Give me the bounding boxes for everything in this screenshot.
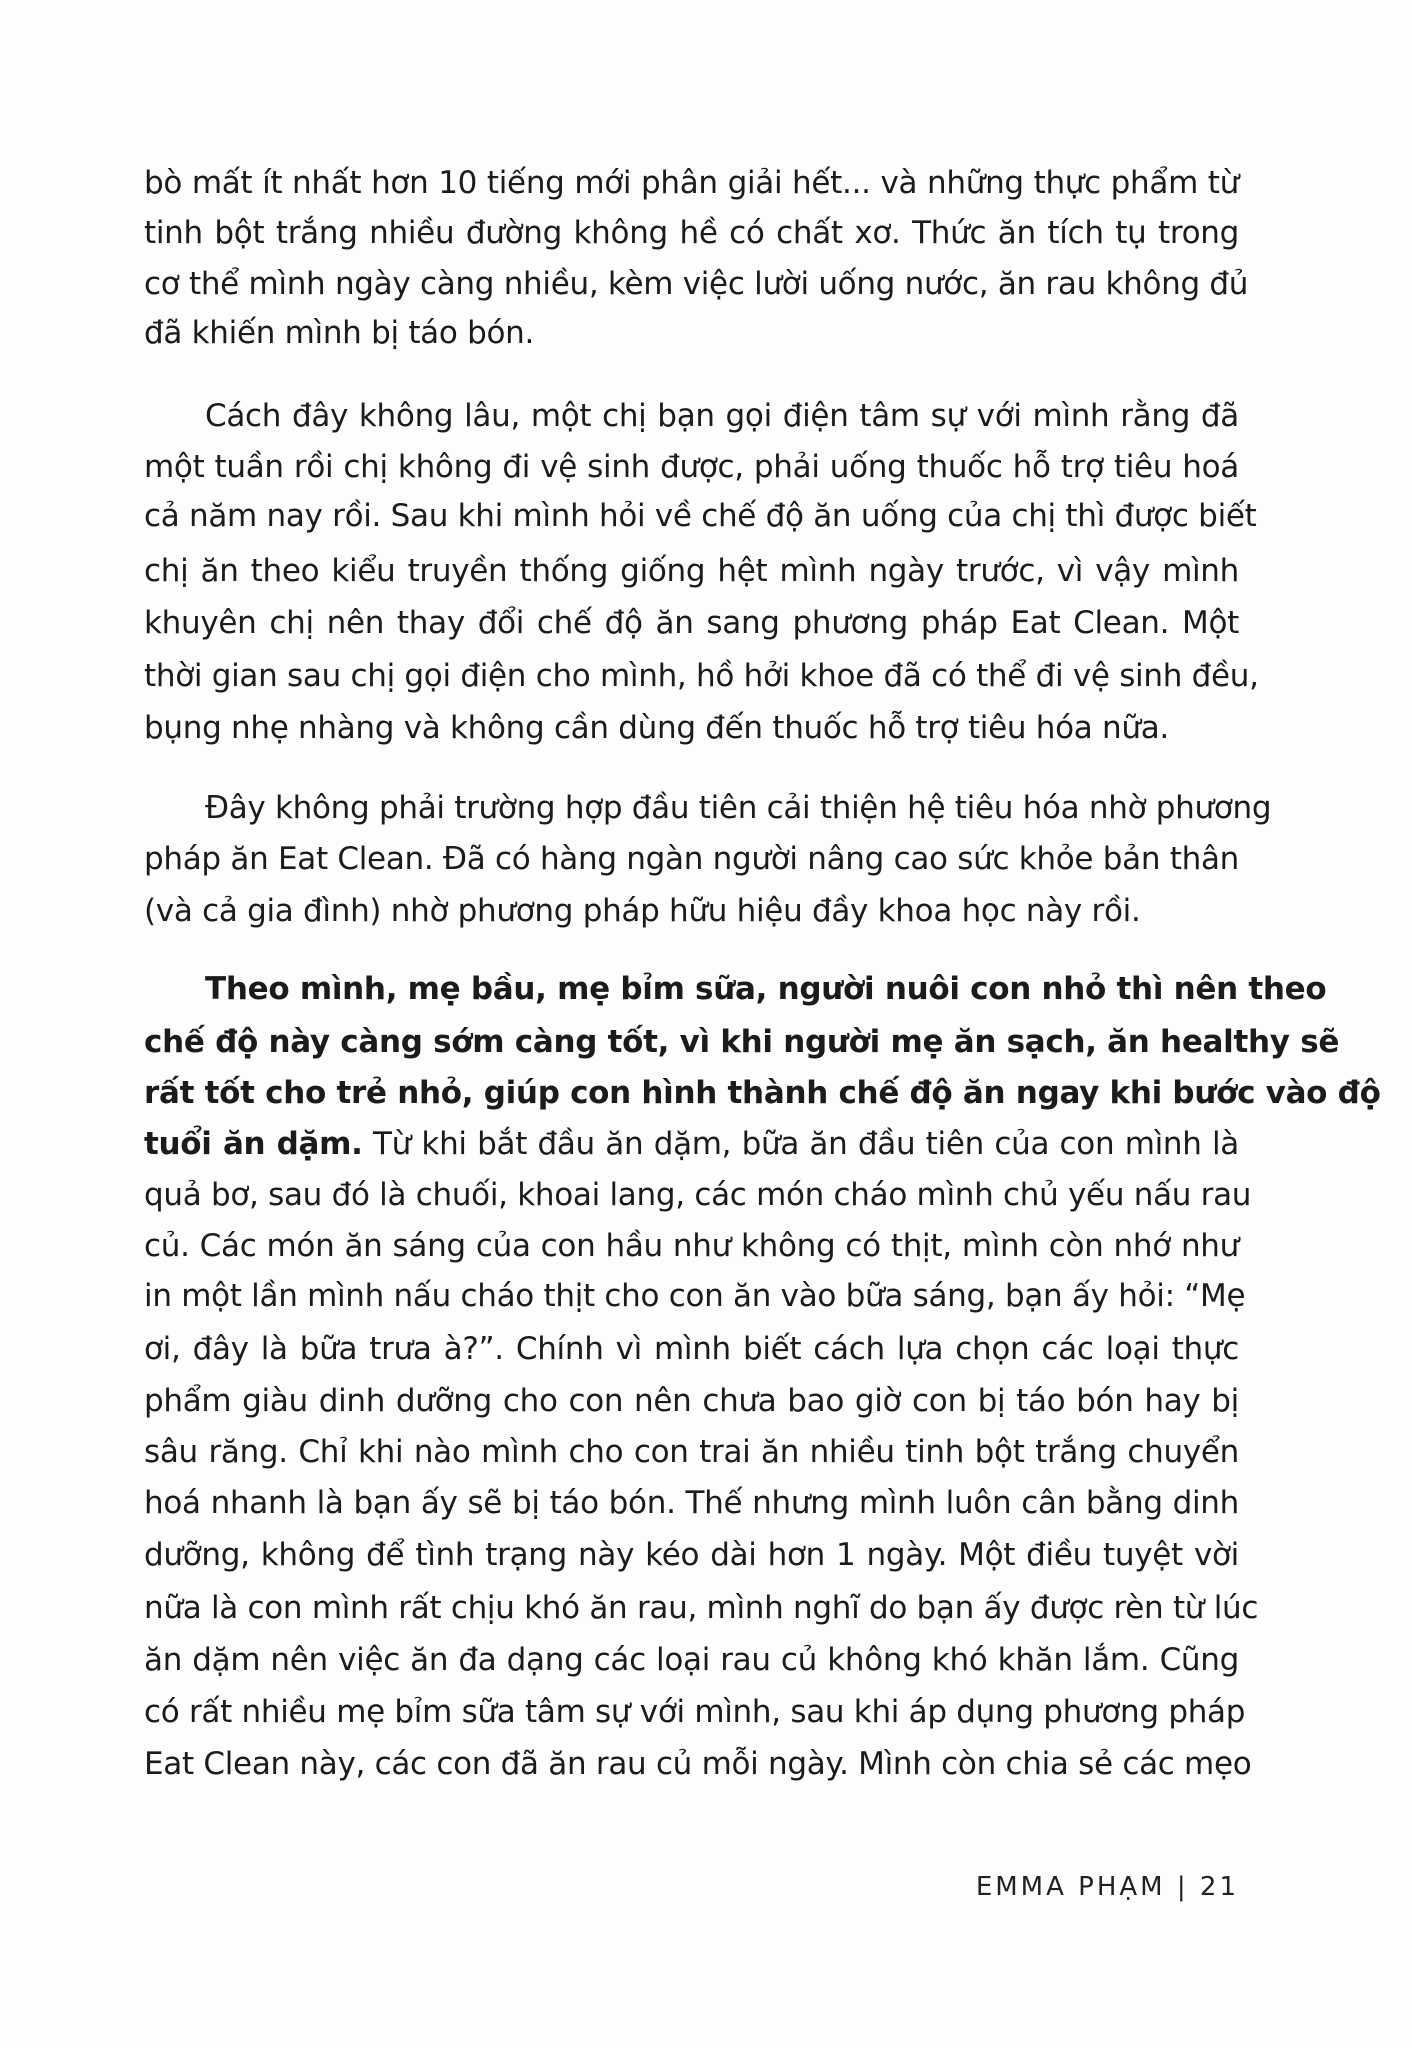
text-line: Đây không phải trường hợp đầu tiên cải thiện hệ tiêu hóa nhờ phương (205, 790, 1272, 826)
text-line: có rất nhiều mẹ bỉm sữa tâm sự với mình, sau khi áp dụng phương pháp (144, 1694, 1246, 1730)
page-number: 21 (1199, 1872, 1239, 1902)
text-line: chị ăn theo kiểu truyền thống giống hệt mình ngày trước, vì vậy mình (144, 553, 1239, 589)
footer-author: EMMA PHẠM (975, 1872, 1166, 1902)
text-line: cả năm nay rồi. Sau khi mình hỏi về chế độ ăn uống của chị thì được biết (144, 498, 1257, 534)
text-line: Eat Clean này, các con đã ăn rau củ mỗi ngày. Mình còn chia sẻ các mẹo (144, 1746, 1252, 1782)
normal-text: Từ khi bắt đầu ăn dặm, bữa ăn đầu tiên của con mình là (362, 1126, 1239, 1162)
text-line: bụng nhẹ nhàng và không cần dùng đến thuốc hỗ trợ tiêu hóa nữa. (144, 710, 1169, 746)
page-footer (976, 1872, 1239, 1902)
text-line: tinh bột trắng nhiều đường không hề có chất xơ. Thức ăn tích tụ trong (144, 215, 1239, 251)
text-line (144, 1118, 1239, 1170)
text-line: ăn dặm nên việc ăn đa dạng các loại rau củ không khó khăn lắm. Cũng (144, 1642, 1239, 1678)
text-line: hoá nhanh là bạn ấy sẽ bị táo bón. Thế nhưng mình luôn cân bằng dinh (144, 1485, 1239, 1521)
text-line: củ. Các món ăn sáng của con hầu như không có thịt, mình còn nhớ như (144, 1228, 1239, 1264)
text-line: in một lần mình nấu cháo thịt cho con ăn vào bữa sáng, bạn ấy hỏi: “Mẹ (144, 1278, 1246, 1314)
text-line: dưỡng, không để tình trạng này kéo dài hơn 1 ngày. Một điều tuyệt vời (144, 1537, 1239, 1573)
bold-text: Theo mình, mẹ bầu, mẹ bỉm sữa, người nuôi con nhỏ thì nên theo (205, 971, 1327, 1007)
text-line: quả bơ, sau đó là chuối, khoai lang, các món cháo mình chủ yếu nấu rau (144, 1177, 1252, 1213)
text-line: bò mất ít nhất hơn 10 tiếng mới phân giải hết... và những thực phẩm từ (144, 165, 1239, 201)
text-line: Cách đây không lâu, một chị bạn gọi điện tâm sự với mình rằng đã (205, 398, 1239, 434)
text-line: phẩm giàu dinh dưỡng cho con nên chưa bao giờ con bị táo bón hay bị (144, 1383, 1239, 1419)
text-line: cơ thể mình ngày càng nhiều, kèm việc lười uống nước, ăn rau không đủ (144, 266, 1249, 302)
text-line: thời gian sau chị gọi điện cho mình, hồ hởi khoe đã có thể đi vệ sinh đều, (144, 658, 1259, 694)
text-line: nữa là con mình rất chịu khó ăn rau, mình nghĩ do bạn ấy được rèn từ lúc (144, 1590, 1259, 1626)
text-line (144, 1016, 1340, 1068)
text-line: một tuần rồi chị không đi vệ sinh được, phải uống thuốc hỗ trợ tiêu hoá (144, 449, 1239, 485)
bold-text: chế độ này càng sớm càng tốt, vì khi người mẹ ăn sạch, ăn healthy sẽ (144, 1024, 1340, 1060)
text-line: (và cả gia đình) nhờ phương pháp hữu hiệu đầy khoa học này rồi. (144, 893, 1141, 929)
bold-text: rất tốt cho trẻ nhỏ, giúp con hình thành chế độ ăn ngay khi bước vào độ (144, 1075, 1381, 1111)
text-line: pháp ăn Eat Clean. Đã có hàng ngàn người nâng cao sức khỏe bản thân (144, 841, 1239, 877)
text-line (205, 963, 1327, 1015)
text-line: đã khiến mình bị táo bón. (144, 315, 535, 351)
bold-text: tuổi ăn dặm. (144, 1126, 363, 1162)
text-line (144, 1067, 1381, 1119)
text-line: sâu răng. Chỉ khi nào mình cho con trai ăn nhiều tinh bột trắng chuyển (144, 1434, 1239, 1470)
footer-separator: | (1176, 1872, 1189, 1902)
text-line: ơi, đây là bữa trưa à?”. Chính vì mình biết cách lựa chọn các loại thực (144, 1331, 1239, 1367)
text-line: khuyên chị nên thay đổi chế độ ăn sang phương pháp Eat Clean. Một (144, 605, 1239, 641)
